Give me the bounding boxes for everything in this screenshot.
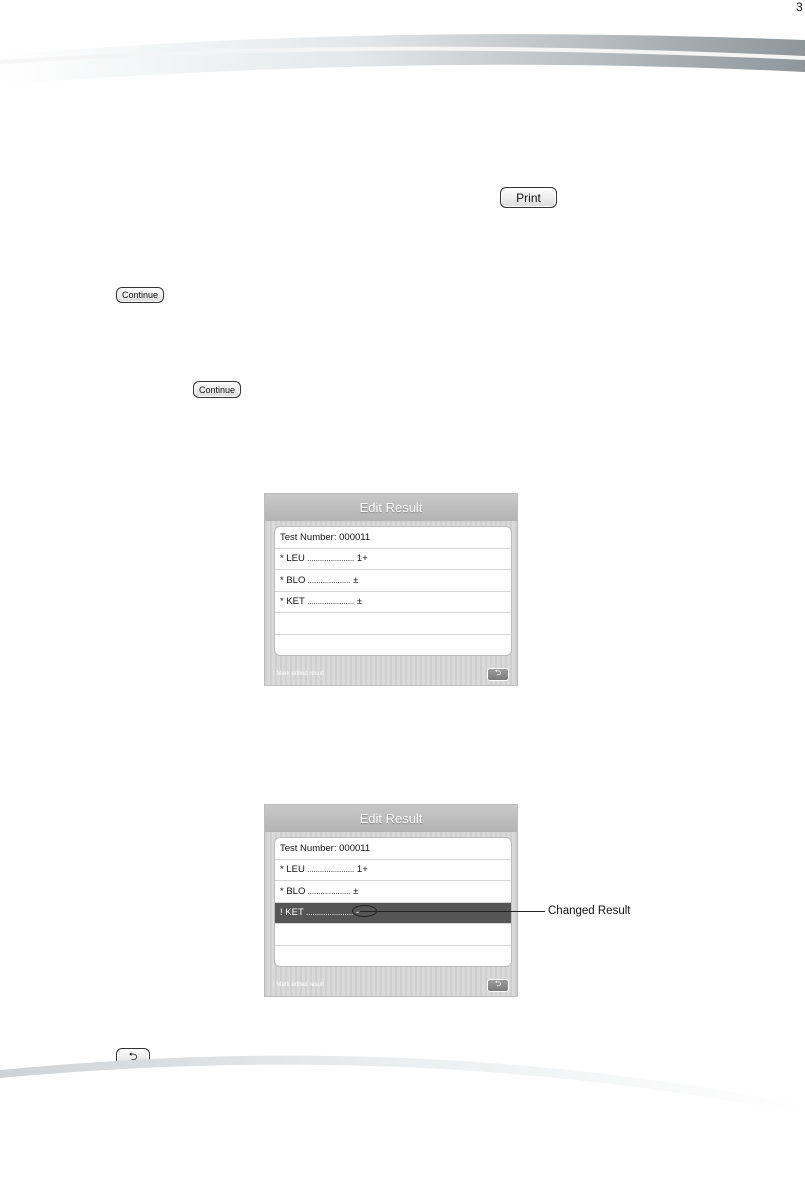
print-button[interactable]: Print (500, 187, 557, 208)
mark-note: ! Mark edited result (273, 982, 325, 988)
mark-note: ! Mark edited result (273, 671, 325, 677)
row-dots: ...................... (305, 907, 353, 919)
return-icon[interactable]: ⮌ (487, 979, 509, 992)
row-code: KET (286, 596, 305, 608)
result-row-blo[interactable] (275, 570, 511, 592)
test-number-row (275, 527, 511, 549)
result-list (274, 526, 512, 656)
callout-label: Changed Result (548, 905, 631, 917)
header-swoosh-decoration (0, 0, 805, 110)
continue-button-2[interactable]: Continue (193, 381, 241, 398)
row-code: LEU (286, 553, 305, 565)
test-number-row (275, 838, 511, 860)
row-value: - (355, 907, 360, 919)
row-code: KET (285, 907, 304, 919)
return-button-icon[interactable]: ⮌ (116, 1048, 150, 1066)
row-mark: * (280, 574, 284, 586)
row-code: LEU (286, 864, 305, 876)
result-row-blo[interactable] (275, 881, 511, 903)
continue-button[interactable]: Continue (116, 287, 164, 303)
row-dots: ...................... (306, 596, 354, 608)
result-row-leu[interactable] (275, 860, 511, 882)
result-row-ket[interactable] (275, 592, 511, 614)
row-mark: * (280, 553, 284, 565)
status-bar (265, 663, 517, 685)
row-value: ± (353, 574, 359, 586)
result-row-leu[interactable] (275, 549, 511, 571)
row-dots: ...................... (306, 864, 354, 876)
empty-row (275, 946, 511, 968)
row-value: 1+ (356, 864, 368, 876)
row-code: BLO (286, 885, 306, 897)
page-number: 3 (796, 0, 803, 14)
return-icon[interactable]: ⮌ (487, 668, 509, 681)
test-number-label: Test Number: 000011 (280, 531, 371, 543)
callout-line (360, 911, 545, 912)
status-bar (265, 974, 517, 996)
edit-result-screen-2 (264, 804, 518, 997)
empty-row (275, 613, 511, 635)
row-value: ± (356, 596, 363, 608)
row-dots: .................... (307, 885, 351, 897)
screen-title: Edit Result (265, 494, 517, 521)
footer-swoosh-decoration (0, 1030, 805, 1191)
row-mark: * (280, 864, 284, 876)
row-mark: * (280, 596, 284, 608)
test-number-label: Test Number: 000011 (280, 842, 371, 854)
result-list (274, 837, 512, 967)
row-dots: .................... (307, 574, 351, 586)
row-dots: ...................... (306, 553, 354, 565)
empty-row (275, 924, 511, 946)
row-mark: * (280, 885, 284, 897)
edit-result-screen-1 (264, 493, 518, 686)
empty-row (275, 635, 511, 657)
screen-title: Edit Result (265, 805, 517, 832)
row-value: ± (353, 885, 359, 897)
result-row-ket-selected[interactable] (275, 903, 511, 925)
row-mark: ! (280, 907, 283, 919)
row-value: 1+ (356, 553, 368, 565)
row-code: BLO (286, 574, 306, 586)
